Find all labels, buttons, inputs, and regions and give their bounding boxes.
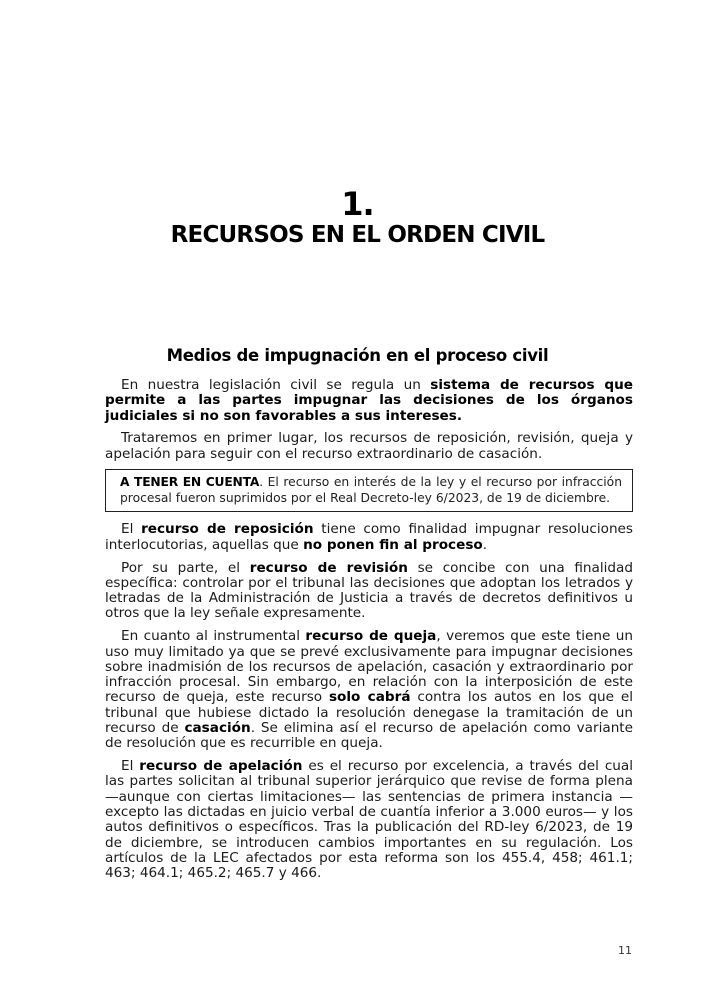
paragraph-intro: En nuestra legislación civil se regula un sistema de recursos que permite a las partes impugnar las decisiones de los órganos judiciales si no son favorables a sus intereses.	[105, 377, 634, 424]
paragraph-queja: En cuanto al instrumental recurso de queja, veremos que este tiene un uso muy limitado ya que se prevé exclusivamente para impugnar decisiones sobre inadmisión de los recursos de apelación, casación y extraordinario por infracción procesal. Sin embargo, en relación con la interposición de este recurso de queja, este recurso solo cabrá contra los autos en los que el tribunal que hubiese dictado la resolución denegase la tramitación de un recurso de casación. Se elimina así el recurso de apelación como variante de resolución que es recurrible en queja.	[105, 628, 633, 752]
note-box	[105, 469, 633, 512]
page-number: 11	[618, 944, 632, 957]
paragraph-overview: Trataremos en primer lugar, los recursos de reposición, revisión, queja y apelación para seguir con el recurso extraordinario de casación.	[105, 430, 633, 462]
note-text: . El recurso en interés de la ley y el recurso por infracción procesal fueron suprimidos por el Real Decreto-ley 6/2023, de 19 de diciembre.	[120, 475, 622, 505]
section-title: Medios de impugnación en el proceso civil	[166, 346, 549, 365]
paragraph-reposicion: El recurso de reposición tiene como finalidad impugnar resoluciones interlocutorias, aquellas que no ponen fin al proceso.	[105, 521, 633, 553]
note-label: A TENER EN CUENTA	[120, 475, 260, 490]
paragraph-apelacion: El recurso de apelación es el recurso por excelencia, a través del cual las partes solicitan al tribunal superior jerárquico que revise de forma plena —aunque con ciertas limitaciones— las sentencias de primera instancia —excepto las dictadas en juicio verbal de cuantía inferior a 3.000 euros— y los autos definitivos o específicos. Tras la publicación del RD-ley 6/2023, de 19 de diciembre, se introducen cambios importantes en su regulación. Los artículos de la LEC afectados por esta reforma son los 455.4, 458; 461.1; 463; 464.1; 465.2; 465.7 y 466.	[105, 758, 634, 882]
paragraph-revision: Por su parte, el recurso de revisión se concibe con una finalidad específica: controlar por el tribunal las decisiones que adoptan los letrados y letradas de la Administración de Justicia a través de decretos definitivos u otros que la ley señale expresamente.	[105, 559, 633, 622]
body-text	[105, 378, 633, 889]
chapter-title: RECURSOS EN EL ORDEN CIVIL	[170, 222, 545, 248]
chapter-number: 1.	[341, 185, 374, 223]
